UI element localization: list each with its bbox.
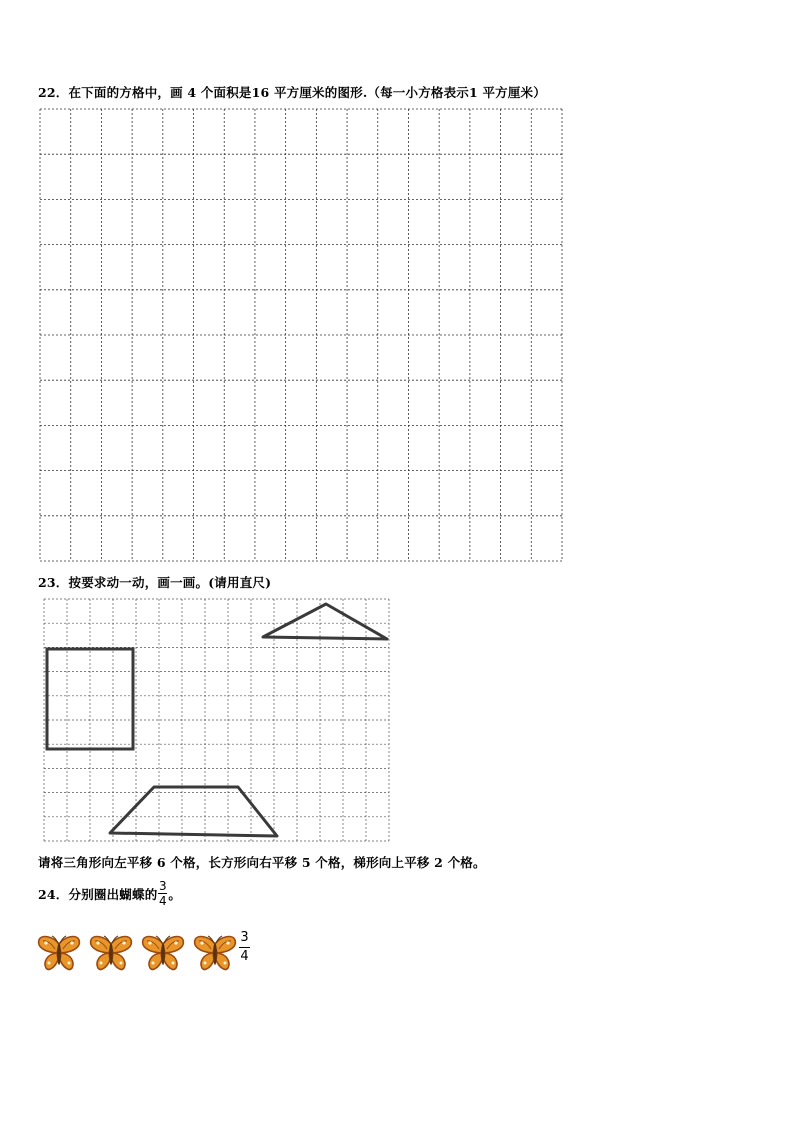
butterfly-icon[interactable] bbox=[141, 934, 185, 972]
q24-title-prefix: 24．分别圈出蝴蝶的 bbox=[38, 886, 158, 902]
q24-answer-fraction bbox=[239, 931, 250, 964]
trapezoid-shape[interactable] bbox=[110, 787, 277, 836]
butterfly-icon[interactable] bbox=[89, 934, 133, 972]
fraction-numerator: 3 bbox=[240, 930, 249, 945]
butterfly-icon[interactable] bbox=[37, 934, 81, 972]
q23-instruction: 请将三角形向左平移 6 个格，长方形向右平移 5 个格，梯形向上平移 2 个格。 bbox=[38, 855, 486, 870]
butterfly-icon[interactable] bbox=[193, 934, 237, 972]
rectangle-shape[interactable] bbox=[47, 649, 133, 749]
q24-title-fraction bbox=[158, 880, 167, 907]
fraction-denominator: 4 bbox=[158, 894, 167, 908]
fraction-numerator: 3 bbox=[158, 879, 167, 893]
q24-title bbox=[38, 880, 181, 907]
fraction-denominator: 4 bbox=[240, 949, 249, 964]
q24-title-suffix: 。 bbox=[168, 886, 182, 902]
q22-title: 22．在下面的方格中，画 4 个面积是16 平方厘米的图形.（每一小方格表示1 平方厘米） bbox=[38, 85, 546, 100]
q23-title: 23．按要求动一动，画一画。(请用直尺) bbox=[38, 575, 272, 590]
triangle-shape[interactable] bbox=[263, 604, 387, 639]
